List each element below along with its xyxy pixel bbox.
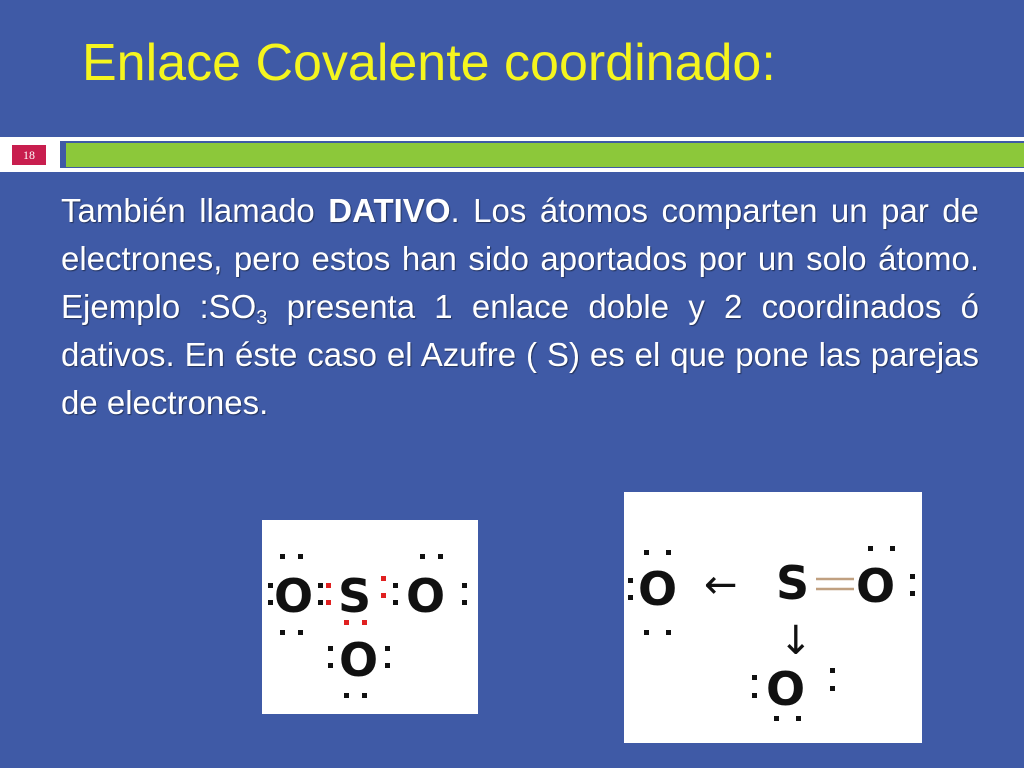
- lewis-oxygen-right: O: [406, 569, 446, 623]
- bond-oxygen-bottom: O: [766, 662, 806, 716]
- bond-structure-figure: [624, 492, 922, 743]
- page-number: 18: [12, 145, 46, 165]
- body-text-part-2: . Los átomos comparten un par de electrones, pero estos han sido aportados por un solo átomo. Ejemplo :SO: [61, 192, 979, 325]
- bond-structure-svg: [624, 492, 922, 743]
- dative-arrow-left: ←: [704, 562, 738, 608]
- lewis-sulfur: S: [338, 569, 372, 623]
- lewis-oxygen-bottom: O: [339, 633, 379, 687]
- bond-oxygen-left: O: [638, 562, 678, 616]
- accent-bar: [66, 143, 1024, 167]
- lewis-oxygen-left: O: [274, 569, 314, 623]
- bond-sulfur: S: [776, 556, 810, 610]
- top-divider: [0, 137, 1024, 141]
- dativo-term: DATIVO: [328, 192, 451, 229]
- body-text-part-3: presenta 1 enlace doble y 2 coordinados ó dativos. En éste caso el Azufre ( S) es el que pone las parejas de electrones.: [61, 288, 979, 421]
- lewis-structure-figure: [262, 520, 478, 714]
- body-paragraph: [61, 187, 979, 427]
- bond-oxygen-right: O: [856, 559, 896, 613]
- subscript-3: 3: [256, 307, 268, 329]
- bottom-divider: [0, 168, 1024, 172]
- slide-title: Enlace Covalente coordinado:: [82, 34, 776, 92]
- body-text-part-1: También llamado: [61, 192, 329, 229]
- lewis-structure-svg: [262, 520, 478, 714]
- dative-arrow-down: ↓: [779, 618, 813, 664]
- double-bond: [816, 579, 854, 589]
